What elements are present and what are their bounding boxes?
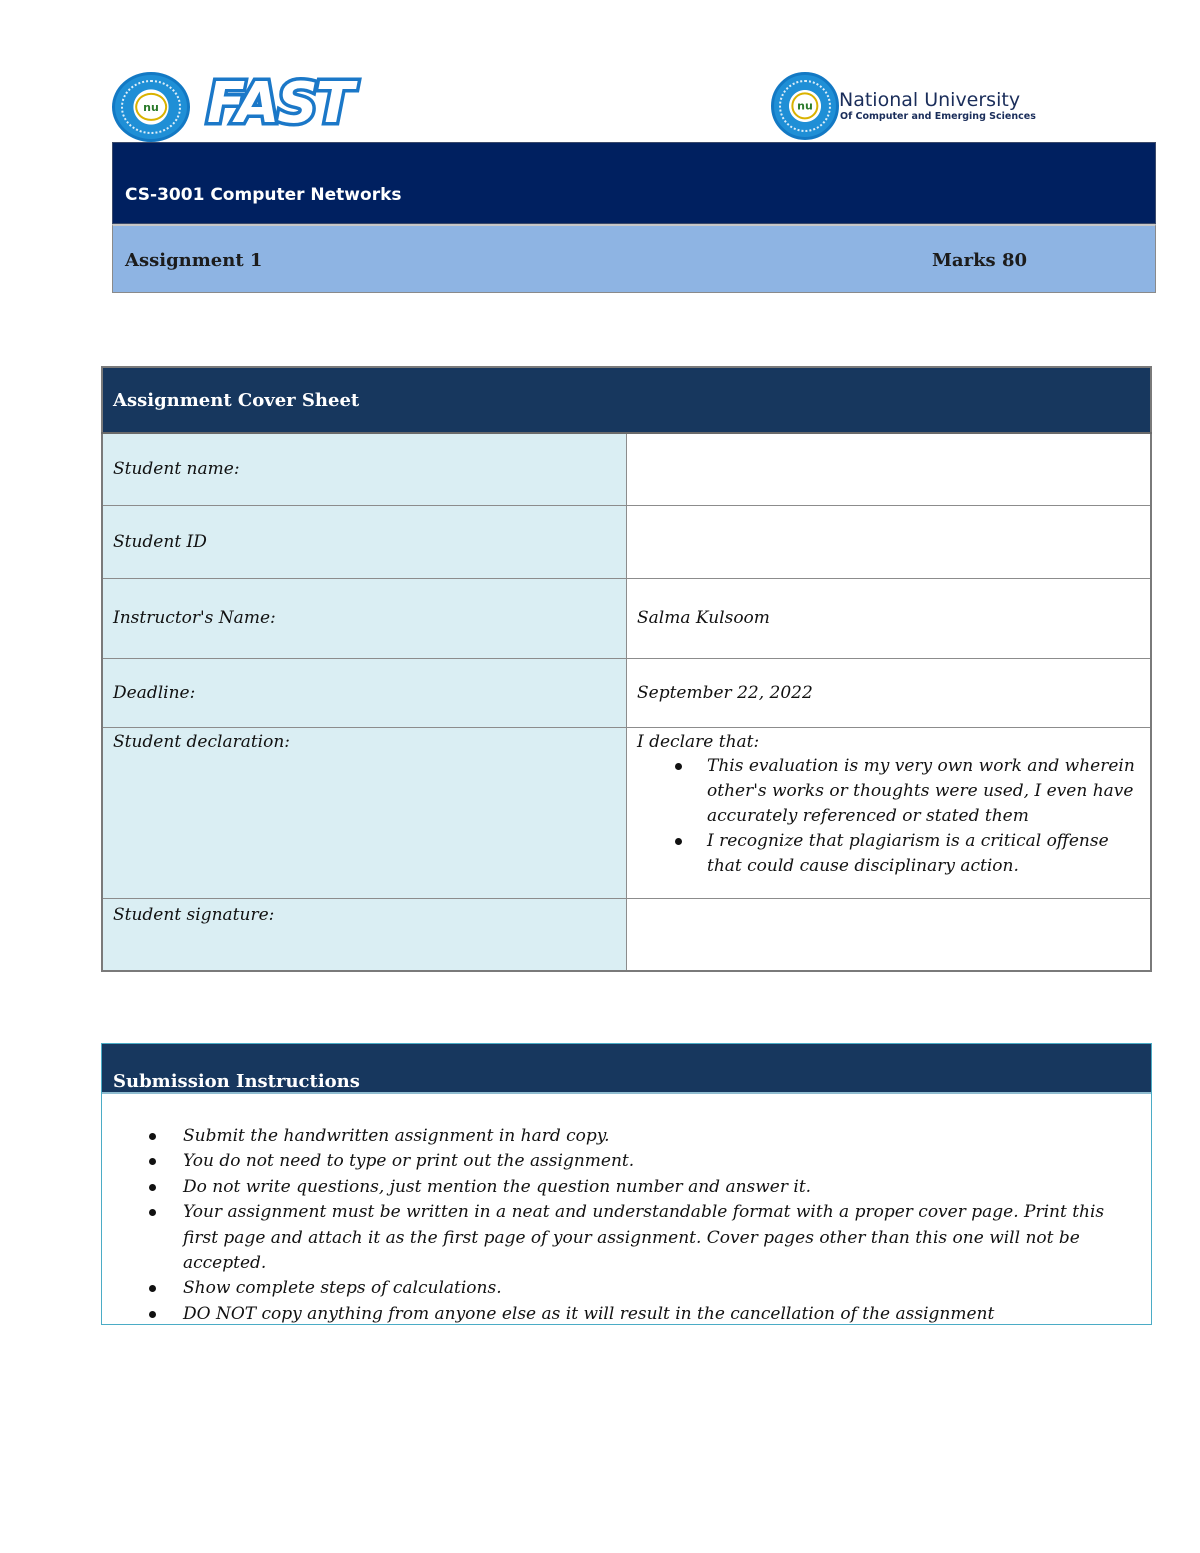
student-id-field[interactable] bbox=[627, 505, 1152, 578]
university-name: National University bbox=[839, 89, 1021, 111]
fast-wordmark-logo: FAST bbox=[207, 71, 352, 136]
student-id-label: Student ID bbox=[102, 505, 627, 578]
marks-label: Marks 80 bbox=[932, 250, 1027, 271]
signature-field[interactable] bbox=[627, 898, 1152, 971]
seal-monogram: nu bbox=[135, 93, 167, 121]
table-row bbox=[102, 505, 1151, 578]
list-item: This evaluation is my very own work and wherein other's works or thoughts were used, I even have accurately referenced or stated them bbox=[707, 754, 1140, 829]
instructor-name-value: Salma Kulsoom bbox=[627, 578, 1152, 658]
instructor-name-label: Instructor's Name: bbox=[102, 578, 627, 658]
deadline-value: September 22, 2022 bbox=[627, 658, 1152, 727]
assignment-band bbox=[112, 224, 1156, 293]
submission-header bbox=[102, 1044, 1151, 1094]
course-title: CS-3001 Computer Networks bbox=[125, 185, 402, 205]
declaration-label: Student declaration: bbox=[102, 727, 627, 898]
cover-sheet-title: Assignment Cover Sheet bbox=[102, 367, 1151, 433]
list-item: DO NOT copy anything from anyone else as it will result in the cancellation of the assignment bbox=[183, 1302, 1143, 1327]
table-row bbox=[102, 658, 1151, 727]
deadline-label: Deadline: bbox=[102, 658, 627, 727]
university-subtitle: Of Computer and Emerging Sciences bbox=[840, 111, 1036, 122]
nu-seal-logo bbox=[771, 72, 839, 140]
table-row bbox=[102, 578, 1151, 658]
table-row bbox=[102, 433, 1151, 505]
seal-monogram: nu bbox=[791, 92, 818, 119]
list-item: Your assignment must be written in a neat and understandable format with a proper cover page. Print this first page and attach it as the first page of your assignment. Cover pages other than this one will not be accepted. bbox=[183, 1200, 1143, 1276]
submission-list bbox=[183, 1124, 1143, 1327]
declaration-intro: I declare that: bbox=[637, 731, 760, 752]
list-item: Show complete steps of calculations. bbox=[183, 1276, 1143, 1301]
list-item: Submit the handwritten assignment in hard copy. bbox=[183, 1124, 1143, 1149]
list-item: You do not need to type or print out the assignment. bbox=[183, 1149, 1143, 1174]
course-header bbox=[112, 142, 1156, 224]
list-item: I recognize that plagiarism is a critical offense that could cause disciplinary action. bbox=[707, 829, 1140, 879]
submission-title: Submission Instructions bbox=[113, 1071, 360, 1092]
fast-seal-logo bbox=[112, 72, 190, 142]
cover-sheet-table bbox=[101, 366, 1152, 972]
student-name-field[interactable] bbox=[627, 433, 1152, 505]
declaration-cell bbox=[627, 727, 1152, 898]
list-item: Do not write questions, just mention the question number and answer it. bbox=[183, 1175, 1143, 1200]
cover-sheet-header bbox=[102, 367, 1151, 433]
table-row bbox=[102, 727, 1151, 898]
signature-label: Student signature: bbox=[102, 898, 627, 971]
assignment-title: Assignment 1 bbox=[125, 250, 263, 271]
submission-instructions bbox=[101, 1043, 1152, 1325]
table-row bbox=[102, 898, 1151, 971]
student-name-label: Student name: bbox=[102, 433, 627, 505]
declaration-list bbox=[637, 754, 1140, 879]
